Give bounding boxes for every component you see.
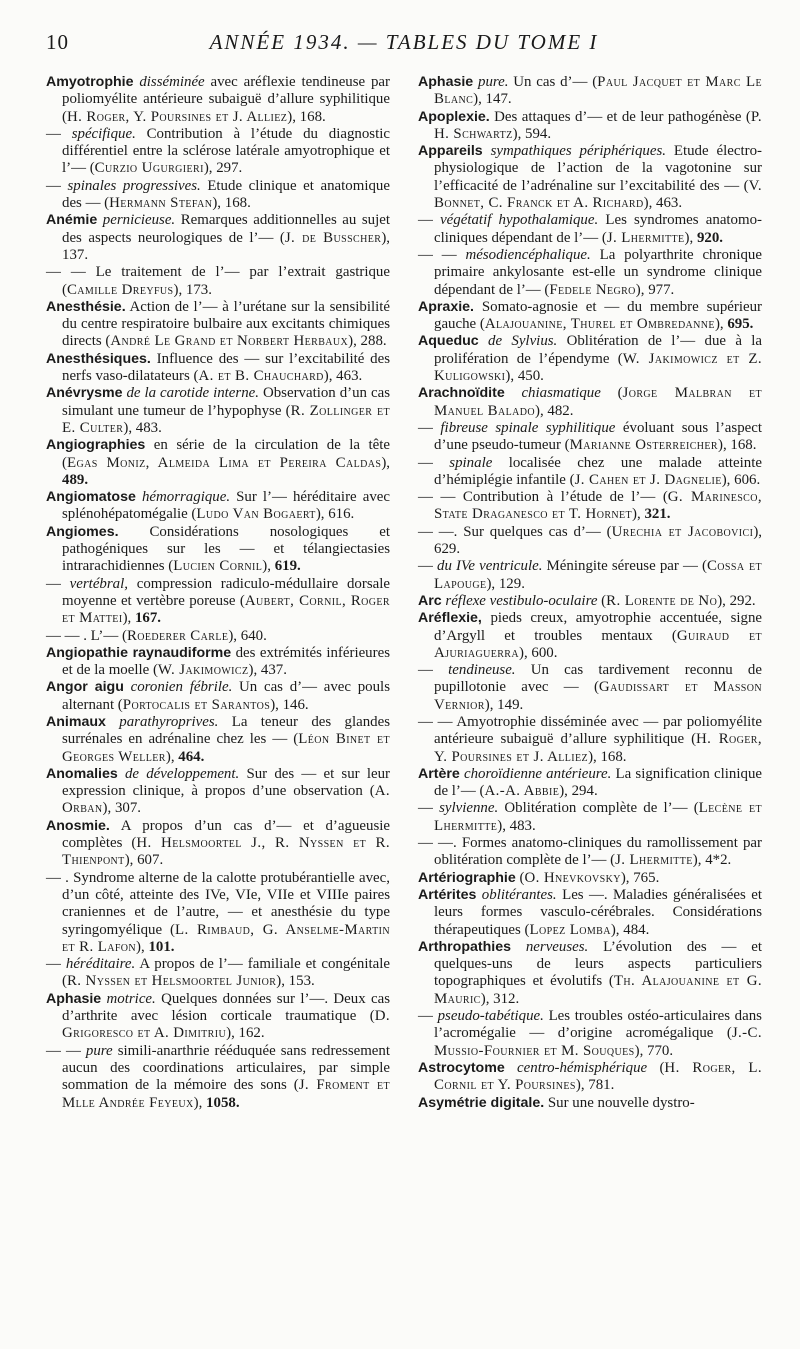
entry-text: La signification clinique de l’— ( xyxy=(434,765,763,800)
entry-text: ), xyxy=(714,316,728,333)
index-entry xyxy=(46,74,390,126)
entry-text: Th. Alajouanine et G. Mauric xyxy=(434,973,762,1007)
entry-headword: Anémie xyxy=(46,212,98,229)
entry-text: Considérations nosologiques et pathogéniques sur les — et télangiectasies intrarachidiennes ( xyxy=(62,523,390,575)
entry-text: spinales progressives. xyxy=(67,177,201,194)
entry-text: Etude électro-physiologique de l’action de la vagotonine sur l’efficacité de l’adrénaline sur l’excitabilité des — ( xyxy=(434,143,762,194)
entry-text: ), 607. xyxy=(124,852,164,869)
entry-text: H. Roger, L. Cornil et Y. Poursines xyxy=(434,1059,762,1094)
left-column xyxy=(46,74,390,1112)
entry-text: ( xyxy=(647,1059,665,1076)
entry-text: ), xyxy=(136,938,149,955)
entry-text: ( xyxy=(597,592,607,609)
entry-text: Aubert, Cornil, Roger et Mattei xyxy=(62,592,390,627)
entry-text: Etude clinique et anatomique des — ( xyxy=(62,177,390,212)
entry-text: ), 483. xyxy=(497,817,536,834)
entry-text: localisée chez une malade atteinte d’hémiplégie infantile ( xyxy=(434,454,762,488)
entry-headword: Anosmie. xyxy=(46,817,110,834)
entry-headword: Asymétrie digitale. xyxy=(418,1094,545,1111)
index-entry xyxy=(46,576,390,628)
entry-text: J. Lhermitte xyxy=(606,229,685,246)
entry-text: pure xyxy=(85,1042,113,1059)
entry-text: Oblitération de l’— due à la prolifération de l’épendyme ( xyxy=(434,333,762,367)
index-entry xyxy=(418,766,762,801)
entry-headword: Aphasie xyxy=(418,74,474,90)
entry-text: Somato-agnosie et — du membre supérieur gauche ( xyxy=(434,298,762,333)
entry-text: pseudo-tabétique. xyxy=(437,1008,544,1025)
entry-text: — — Contribution à l’étude de l’— ( xyxy=(418,489,668,506)
index-entry xyxy=(46,489,390,524)
entry-text: A propos de l’— familiale et congénitale ( xyxy=(62,956,390,990)
entry-text: de la carotide interne. xyxy=(126,385,259,402)
entry-text: ), 146. xyxy=(270,696,309,713)
entry-text: Oblitération complète de l’— ( xyxy=(498,800,699,817)
entry-text: ), 600. xyxy=(519,644,558,661)
entry-headword: Anesthésie. xyxy=(46,298,126,315)
entry-text: J. Cahen et J. Dagnelie xyxy=(574,471,722,488)
entry-text: nerveuses. xyxy=(525,938,589,955)
index-entry xyxy=(46,299,390,351)
entry-text: ), 168. xyxy=(717,437,757,454)
entry-text: — —. Formes anatomo-cliniques du ramollissement par oblitération complète de l’— ( xyxy=(418,835,762,869)
entry-text xyxy=(479,333,488,349)
index-entry xyxy=(418,299,762,334)
index-entry xyxy=(418,385,762,420)
entry-text: Observation d’un cas simulant une tumeur de l’hypophyse ( xyxy=(62,385,390,419)
index-columns xyxy=(46,74,762,1112)
entry-text: L. Rimbaud, G. Anselme-Martin et R. Lafon xyxy=(62,921,390,955)
entry-text: pernicieuse. xyxy=(102,212,176,229)
entry-text: Influence des — sur l’excitabilité des nerfs vaso-dilatateurs ( xyxy=(62,350,390,385)
entry-text: ( xyxy=(515,869,525,886)
entry-text: parathyroprives. xyxy=(119,713,219,730)
running-title: ANNÉE 1934. — TABLES DU TOME I xyxy=(209,30,599,54)
entry-text: H. Roger, Y. Poursines et J. Alliez xyxy=(66,108,288,125)
entry-text: Jorge Malbran et Manuel Balado xyxy=(434,385,762,419)
entry-text: Lopez Lomba xyxy=(529,921,611,938)
entry-text: 321. xyxy=(644,506,671,523)
index-entry xyxy=(46,766,390,818)
entry-headword: Angiographies xyxy=(46,437,146,454)
entry-text: de développement. xyxy=(124,765,240,782)
entry-text: disséminée xyxy=(139,74,205,90)
entry-text: ), 297. xyxy=(203,160,243,177)
entry-text: ), xyxy=(193,1094,207,1111)
entry-text xyxy=(124,679,131,695)
entry-text: héréditaire. xyxy=(65,956,136,973)
index-entry xyxy=(46,991,390,1043)
entry-headword: Artère xyxy=(418,765,460,782)
entry-text: ), 606. xyxy=(721,471,761,488)
entry-text: R. Zollinger et E. Culter xyxy=(62,402,390,436)
entry-text: ), xyxy=(165,748,179,765)
entry-headword: Arthropathies xyxy=(418,938,512,955)
entry-text: — xyxy=(418,419,441,436)
entry-text: ), 770. xyxy=(634,1042,674,1059)
page-header xyxy=(46,30,762,56)
entry-text: ), 977. xyxy=(635,281,675,298)
entry-text: Un cas d’— avec pouls alternant ( xyxy=(62,679,390,713)
entry-headword: Aphasie xyxy=(46,990,102,1007)
entry-text: spécifique. xyxy=(71,125,136,142)
entry-text: — . Syndrome alterne de la calotte protubérantielle avec, d’un côté, atteinte des IVe, VIe, VIIe et VIIIe paires craniennes et de l’autre, — et anesthésie du type syringomyélique ( xyxy=(46,869,390,938)
entry-text: — xyxy=(418,1008,438,1025)
index-entry xyxy=(46,264,390,299)
entry-text: pure. xyxy=(478,74,509,90)
entry-headword: Angiomatose xyxy=(46,489,136,506)
entry-text: Léon Binet et Georges Weller xyxy=(62,731,391,765)
entry-text: H. Roger, Y. Poursines et J. Alliez xyxy=(434,731,762,765)
entry-text: pieds creux, amyotrophie accentuée, signe d’Argyll et troubles mentaux ( xyxy=(434,610,762,644)
entry-text: — xyxy=(418,212,441,229)
entry-text: ), 162. xyxy=(226,1025,265,1042)
index-entry xyxy=(418,835,762,870)
entry-text: ), 483. xyxy=(123,419,162,436)
index-entry xyxy=(418,143,762,212)
entry-text: chiasmatique xyxy=(521,385,601,402)
index-entry xyxy=(418,714,762,766)
index-entry xyxy=(418,593,762,610)
index-entry xyxy=(418,1008,762,1060)
entry-text xyxy=(505,385,522,401)
entry-text: Marianne Osterreicher xyxy=(569,437,718,454)
index-entry xyxy=(418,870,762,887)
entry-text: évoluant sous l’aspect d’une pseudo-tumeur ( xyxy=(434,419,762,454)
index-entry xyxy=(46,524,390,576)
entry-text: de Sylvius. xyxy=(488,333,558,350)
index-entry xyxy=(46,178,390,213)
index-entry xyxy=(46,351,390,386)
entry-text xyxy=(483,143,491,159)
entry-text: ), 450. xyxy=(505,368,544,385)
entry-text: 1058. xyxy=(206,1094,240,1111)
entry-text: en série de la circulation de la tête ( xyxy=(62,437,390,471)
index-entry xyxy=(418,109,762,144)
entry-text: ), 765. xyxy=(620,869,660,886)
entry-text: mésodiencéphalique. xyxy=(465,246,591,263)
entry-text: Alajouanine, Thurel et Ombredanne xyxy=(484,316,715,333)
index-entry xyxy=(46,818,390,870)
index-entry xyxy=(418,455,762,490)
entry-text: Les —. Maladies généralisées et leurs formes vasculo-cérébrales. Considérations thérapeutiques ( xyxy=(434,886,762,938)
index-entry xyxy=(418,1060,762,1095)
entry-text: A. Orban xyxy=(62,783,390,817)
entry-headword: Apoplexie. xyxy=(418,108,490,125)
entry-text: H. Helsmoortel J., R. Nyssen et R. Thienpont xyxy=(62,835,390,869)
entry-text: J. Froment et Mlle Andrée Feyeux xyxy=(62,1077,390,1111)
entry-text xyxy=(106,714,119,730)
entry-text: — xyxy=(46,956,66,973)
entry-text: coronien fébrile. xyxy=(130,679,233,696)
entry-text: Un cas tardivement reconnu de pupillotonie avec — ( xyxy=(434,662,762,696)
entry-text: ), 294. xyxy=(559,783,598,800)
entry-headword: Aréflexie, xyxy=(418,610,482,627)
entry-text: ), 463. xyxy=(323,368,363,385)
entry-headword: Anévrysme xyxy=(46,385,123,402)
entry-text: 920. xyxy=(696,229,723,246)
entry-text: Gaudissart et Masson Vernior xyxy=(434,679,762,713)
entry-text xyxy=(505,1060,517,1076)
entry-headword: Artériographie xyxy=(418,869,516,886)
entry-text: — xyxy=(418,800,440,817)
index-entry xyxy=(418,212,762,247)
entry-text: André Le Grand et Norbert Herbaux xyxy=(110,333,349,350)
entry-text: Egas Moniz, Almeida Lima et Pereira Caldas xyxy=(66,454,382,471)
entry-text: R. Lorente de No xyxy=(606,592,718,609)
entry-text: ), xyxy=(122,610,135,627)
entry-text: oblitérantes. xyxy=(481,886,557,903)
entry-text: choroïdienne antérieure. xyxy=(463,765,612,782)
entry-text: Portocalis et Sarantos xyxy=(122,696,271,713)
entry-headword: Angor aigu xyxy=(46,679,124,696)
entry-text: Sur des — et sur leur expression clinique, à propos d’une observation ( xyxy=(62,765,390,800)
index-entry xyxy=(46,437,390,489)
entry-text: ), 137. xyxy=(62,229,390,263)
entry-text: J. Lhermitte xyxy=(615,852,693,869)
entry-text: Contribution à l’étude du diagnostic différentiel entre la sclérose latérale amyotrophique et l’— ( xyxy=(62,125,390,177)
index-entry xyxy=(418,558,762,593)
entry-text: 619. xyxy=(274,558,301,575)
entry-text: Lecène et Lhermitte xyxy=(434,800,762,834)
entry-text: ), 129. xyxy=(486,575,525,592)
entry-text: ( xyxy=(600,385,623,402)
entry-text: L’évolution des — et quelques-uns de leurs aspects particuliers topographiques et évolutifs ( xyxy=(434,938,762,990)
entry-text: La teneur des glandes surrénales en adrénaline chez les — ( xyxy=(62,713,390,748)
index-entry xyxy=(46,679,390,714)
index-entry xyxy=(418,1095,762,1112)
entry-text: — — xyxy=(418,246,466,263)
entry-text: G. Marinesco, State Draganesco et T. Hornet xyxy=(434,489,762,523)
entry-text: centro-hémisphérique xyxy=(517,1059,648,1076)
entry-text: D. Grigoresco et A. Dimitriu xyxy=(62,1008,390,1042)
entry-text: ), xyxy=(684,229,697,246)
entry-text: réflexe vestibulo-oculaire xyxy=(445,592,598,609)
entry-text: O. Hnevkovsky xyxy=(524,869,621,886)
entry-text: — — Amyotrophie disséminée avec — par poliomyélite antérieure subaiguë d’allure syphilitique ( xyxy=(418,713,762,748)
entry-text: 464. xyxy=(178,748,205,765)
entry-text: A.-A. Abbie xyxy=(484,783,560,800)
entry-headword: Animaux xyxy=(46,713,106,730)
entry-text: ), 640. xyxy=(228,627,267,644)
entry-text: Lucien Cornil xyxy=(173,558,263,575)
entry-headword: Astrocytome xyxy=(418,1059,505,1076)
entry-text: Roederer Carle xyxy=(126,627,229,644)
entry-text: ), 482. xyxy=(534,402,574,419)
entry-text: des extrémités inférieures et de la moelle ( xyxy=(62,644,390,679)
index-entry xyxy=(418,74,762,109)
entry-text: Des attaques d’— et de leur pathogénèse ( xyxy=(489,108,751,125)
entry-text: ), 307. xyxy=(102,800,142,817)
entry-text: Un cas d’— ( xyxy=(508,74,598,90)
entry-text: J.-C. Mussio-Fournier et M. Souques xyxy=(434,1025,762,1059)
entry-text: avec aréflexie tendineuse par poliomyélite antérieure subaiguë d’allure syphilitique ( xyxy=(62,74,390,125)
index-entry xyxy=(46,645,390,680)
entry-text: — — . L’— ( xyxy=(46,627,127,644)
entry-text: Les troubles ostéo-articulaires dans l’acromégalie — d’origine acromégalique ( xyxy=(434,1008,762,1042)
entry-text: vertébral, xyxy=(69,575,128,592)
entry-text: ), 594. xyxy=(512,125,552,142)
entry-text: W. Jakimowicz et Z. Kuligowski xyxy=(434,350,762,385)
entry-text: A propos d’un cas d’— et d’agueusie complètes ( xyxy=(62,817,390,852)
entry-text: 695. xyxy=(727,316,754,333)
entry-text: Hermann Stefan xyxy=(109,195,213,212)
entry-text: ), 168. xyxy=(212,195,251,212)
entry-text: — xyxy=(418,558,438,575)
index-entry xyxy=(418,524,762,559)
entry-text: Méningite séreuse par — ( xyxy=(542,558,707,575)
entry-text: Cossa et Lapouge xyxy=(434,558,762,592)
index-entry xyxy=(418,333,762,385)
entry-text: ), 629. xyxy=(434,523,762,558)
entry-text: 101. xyxy=(148,938,175,955)
entry-text: R. Nyssen et Helsmoortel Junior xyxy=(66,973,277,990)
entry-headword: Aqueduc xyxy=(418,333,479,350)
entry-text: Camille Dreyfus xyxy=(66,281,174,298)
entry-text: Guiraud et Ajuriaguerra xyxy=(434,627,762,661)
index-entry xyxy=(46,714,390,766)
entry-headword: Arachnoïdite xyxy=(418,385,505,402)
page-number: 10 xyxy=(46,30,69,54)
index-entry xyxy=(46,956,390,991)
entry-headword: Angiomes. xyxy=(46,523,119,540)
entry-text: ), 312. xyxy=(480,990,520,1007)
entry-text: végétatif hypothalamique. xyxy=(440,212,599,229)
entry-text: ), 168. xyxy=(588,748,627,765)
entry-text: Sur l’— héréditaire avec splénohépatomégalie ( xyxy=(62,489,390,523)
entry-text xyxy=(118,766,125,782)
entry-text: ), 437. xyxy=(248,662,287,679)
entry-text: Ludo Van Bogaert xyxy=(196,506,316,523)
entry-text: W. Jakimowicz xyxy=(157,662,249,679)
entry-text: hémorragique. xyxy=(141,489,231,506)
entry-headword: Arc xyxy=(418,592,442,609)
entry-text: — — xyxy=(46,1042,86,1059)
entry-text: Les syndromes anatomo-cliniques dépendant de l’— ( xyxy=(434,212,762,246)
index-entry xyxy=(46,385,390,437)
entry-text: A. et B. Chauchard xyxy=(198,368,324,385)
entry-text: — xyxy=(418,662,449,679)
entry-text: compression radiculo-médullaire dorsale moyenne et vertèbre poreuse ( xyxy=(62,575,390,609)
entry-text: Paul Jacquet et Marc Le Blanc xyxy=(434,74,762,108)
entry-text: tendineuse. xyxy=(448,662,516,679)
entry-text: ), xyxy=(262,558,275,575)
entry-headword: Amyotrophie xyxy=(46,74,134,90)
entry-text: ), 153. xyxy=(276,973,315,990)
entry-text: Sur une nouvelle dystro- xyxy=(544,1094,695,1111)
index-entry xyxy=(418,939,762,1008)
index-entry xyxy=(46,126,390,178)
index-entry xyxy=(418,247,762,299)
index-entry xyxy=(46,870,390,956)
entry-text: ), 616. xyxy=(315,506,355,523)
index-entry xyxy=(418,887,762,939)
entry-text: ), 173. xyxy=(173,281,212,298)
index-entry xyxy=(46,628,390,645)
entry-text: spinale xyxy=(449,454,493,471)
entry-headword: Angiopathie raynaudiforme xyxy=(46,644,232,661)
entry-text: V. Bonnet, C. Franck et A. Richard xyxy=(434,177,762,212)
entry-text: — — Le traitement de l’— par l’extrait gastrique ( xyxy=(46,264,390,298)
entry-text: ), 149. xyxy=(484,696,524,713)
entry-text: ), 288. xyxy=(348,333,387,350)
entry-text: fibreuse spinale syphilitique xyxy=(440,419,616,436)
entry-text: Remarques additionnelles au sujet des aspects neurologiques de l’— ( xyxy=(62,212,390,246)
entry-text: ), 292. xyxy=(717,592,756,609)
entry-text: — —. Sur quelques cas d’— ( xyxy=(418,523,612,540)
entry-text: ), 463. xyxy=(643,195,683,212)
index-entry xyxy=(418,662,762,714)
entry-headword: Artérites xyxy=(418,886,477,903)
entry-text: Quelques données sur l’—. Deux cas d’arthrite avec lésion corticale traumatique ( xyxy=(62,990,390,1025)
entry-text: Curzio Ugurgieri xyxy=(94,160,204,177)
entry-text: ), xyxy=(381,454,390,471)
entry-text: — xyxy=(46,575,70,592)
index-entry xyxy=(418,489,762,524)
index-entry xyxy=(418,610,762,662)
index-entry xyxy=(418,800,762,835)
entry-text: ), 168. xyxy=(287,108,326,125)
entry-text: — xyxy=(418,454,450,471)
right-column xyxy=(418,74,762,1112)
entry-text: Urechia et Jacobovici xyxy=(611,523,754,540)
entry-text: sylvienne. xyxy=(439,800,499,817)
entry-text xyxy=(511,939,526,955)
entry-text: ), 781. xyxy=(575,1077,615,1094)
entry-text: P. H. Schwartz xyxy=(434,108,762,142)
entry-text: ), 4*2. xyxy=(692,852,732,869)
entry-text: simili-anarthrie rééduquée sans redressement aucun des coordinations articulaires, par simple sommation de la mémoire des sons ( xyxy=(62,1042,391,1094)
entry-text: Action de l’— à l’urétane sur la sensibilité du centre respiratoire bulbaire aux excitants chimiques directs ( xyxy=(62,298,390,350)
entry-text: — xyxy=(46,125,72,142)
index-entry xyxy=(418,420,762,455)
entry-text: du IVe ventricule. xyxy=(437,558,543,575)
entry-headword: Appareils xyxy=(418,143,483,160)
entry-text: ), 147. xyxy=(473,91,512,108)
entry-text: — xyxy=(46,177,68,194)
entry-text: sympathiques périphériques. xyxy=(490,143,666,160)
entry-text: La polyarthrite chronique primaire ankylosante est-elle un syndrome clinique dépendant de l’— ( xyxy=(434,246,762,298)
entry-text: 489. xyxy=(62,471,89,488)
entry-headword: Apraxie. xyxy=(418,298,474,315)
entry-headword: Anomalies xyxy=(46,765,118,782)
entry-text: motrice. xyxy=(106,990,156,1007)
entry-text: J. de Busscher xyxy=(284,229,382,246)
entry-text: ), xyxy=(632,506,645,523)
entry-headword: Anesthésiques. xyxy=(46,350,151,367)
index-entry xyxy=(46,212,390,264)
index-entry xyxy=(46,1043,390,1112)
entry-text: 167. xyxy=(134,610,162,627)
entry-text: ), 484. xyxy=(610,921,650,938)
entry-text: Fedele Negro xyxy=(549,281,636,298)
